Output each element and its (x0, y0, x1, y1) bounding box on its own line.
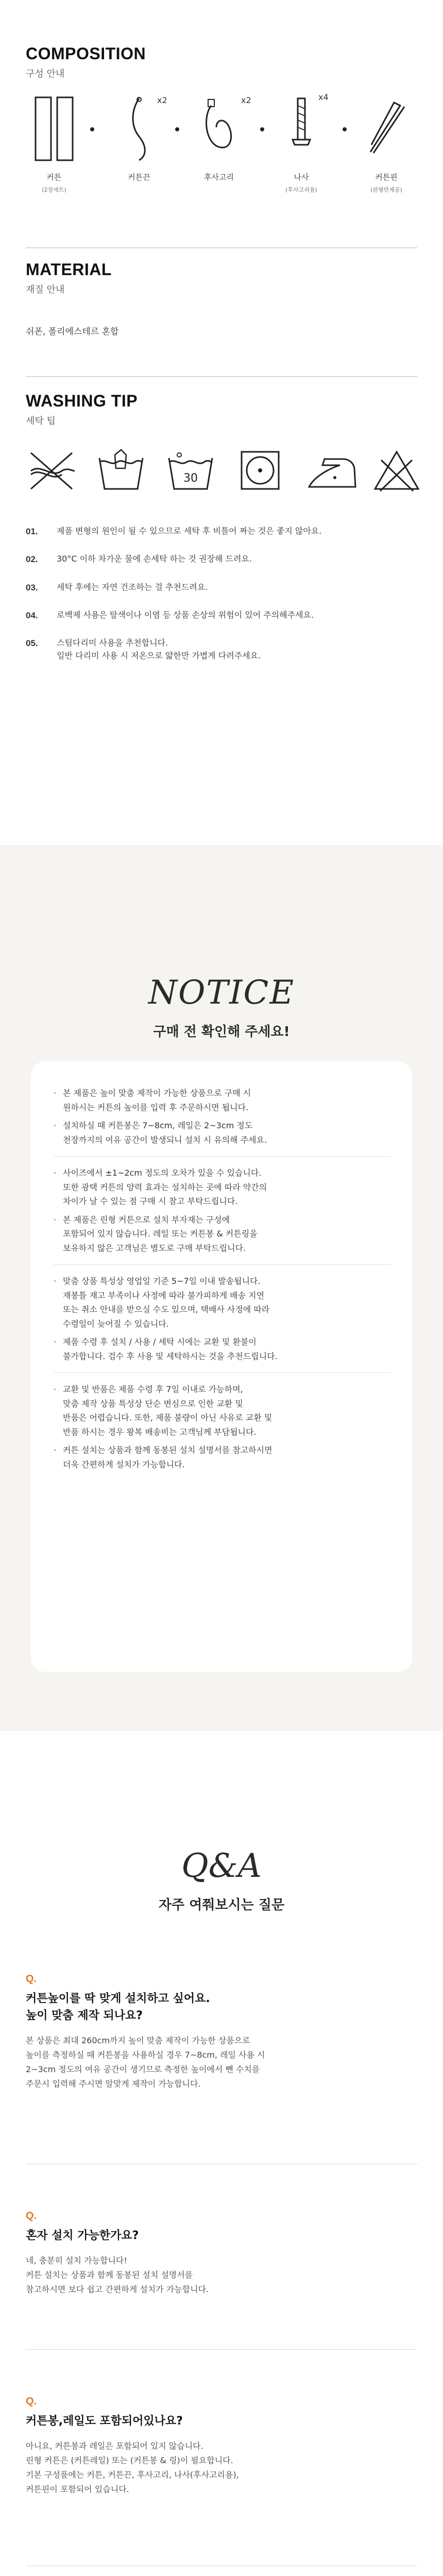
notice-group (54, 1086, 391, 1147)
notice-item: · 교환 및 반품은 제품 수령 후 7일 이내로 가능하며, 맞춤 제작 상품 특성상 단순 변심으로 인한 교환 및 반품은 어렵습니다. 또한, 제품 불량이 아닌 사유로 교환 및 반품 하시는 경우 왕복 배송비는 고객님께 부담됩니다. (54, 1382, 391, 1439)
plus-dot (175, 127, 179, 131)
washing-tip (26, 637, 417, 663)
qna-item (26, 2210, 417, 2297)
notice-divider (54, 1264, 391, 1265)
washing-tip (26, 525, 417, 538)
low-iron-icon (304, 448, 361, 494)
material-title: MATERIAL (26, 260, 112, 279)
washing-section (26, 392, 417, 677)
notice-text: 커튼 설치는 상품과 함께 동봉된 설치 설명서를 참고하시면 더욱 간편하게 설치가 가능합니다. (63, 1445, 272, 1469)
qna-item (26, 1973, 417, 2091)
composition-label: 커튼핀 (375, 173, 398, 182)
composition-label: 후사고리 (204, 173, 234, 182)
washing-tip-text: 30°C 이하 차가운 물에 손세탁 하는 것 권장해 드려요. (57, 554, 252, 564)
composition-items (26, 92, 417, 209)
no-wring-icon (26, 448, 77, 494)
qna-item (26, 2396, 417, 2497)
section-divider (26, 376, 417, 377)
composition-title: COMPOSITION (26, 44, 146, 63)
composition-item-hook (191, 95, 247, 182)
washing-icons (26, 448, 417, 504)
washing-tip-number: 05. (26, 638, 38, 649)
composition-item-pin (355, 95, 417, 194)
notice-item: · 본 제품은 린형 커튼으로 설치 부자재는 구성에 포함되어 있지 않습니다. 레일 또는 커튼봉 & 커튼링을 보유하지 않은 고객님은 별도로 구매 부탁드립니다. (54, 1213, 391, 1256)
washing-tip (26, 609, 417, 622)
composition-sublabel: (2장세트) (42, 187, 66, 193)
notice-title: NOTICE (148, 974, 295, 1012)
composition-qty: x2 (241, 95, 251, 105)
qna-q-marker: Q. (26, 2210, 37, 2222)
washing-title: WASHING TIP (26, 392, 138, 410)
composition-qty: x2 (157, 95, 167, 105)
qna-question: 커튼봉,레일도 포함되어있나요? (26, 2415, 183, 2428)
svg-text:30: 30 (183, 472, 198, 485)
composition-label: 커튼 (46, 173, 62, 182)
qna-answer: 네, 충분히 설치 가능합니다! 커튼 설치는 상품과 함께 동봉된 설치 설명서를 참고하시면 보다 쉽고 간편하게 설치가 가능합니다. (26, 2256, 209, 2294)
notice-item: · 본 제품은 높이 맞춤 제작이 가능한 상품으로 구매 시 원하시는 커튼의 높이를 입력 후 주문하시면 됩니다. (54, 1086, 391, 1114)
notice-text: 설치하실 때 커튼봉은 7~8cm, 레일은 2~3cm 정도 천장까지의 여유 공간이 발생되니 설치 시 유의해 주세요. (63, 1121, 267, 1145)
notice-item: · 사이즈에서 ±1~2cm 정도의 오차가 있을 수 있습니다. 또한 광택 커튼의 양력 효과는 설치하는 곳에 따라 약간의 차이가 날 수 있는 점 구매 시 참고 부탁드립니다. (54, 1166, 391, 1209)
qna-question: 커튼높이를 딱 맞게 설치하고 싶어요. 높이 맞춤 제작 되나요? (26, 1992, 210, 2022)
hand-wash-icon (95, 448, 147, 494)
composition-sublabel: (후사고리용) (285, 187, 317, 193)
washing-subtitle: 세탁 팁 (26, 416, 56, 427)
notice-text: 본 제품은 높이 맞춤 제작이 가능한 상품으로 구매 시 원하시는 커튼의 높이를 입력 후 주문하시면 됩니다. (63, 1088, 251, 1112)
composition-item-screw (273, 95, 330, 194)
composition-section (26, 44, 417, 209)
qna-q-marker: Q. (26, 1973, 37, 1985)
notice-group (54, 1274, 391, 1363)
composition-qty: x4 (318, 92, 329, 102)
qna-title: Q&A (181, 1847, 262, 1885)
composition-item-curtain (26, 95, 82, 194)
qna-q-marker: Q. (26, 2396, 37, 2407)
qna-subtitle: 자주 여쭤보시는 질문 (158, 1897, 285, 1913)
qna-divider (26, 2349, 417, 2350)
notice-group (54, 1166, 391, 1255)
notice-text: 본 제품은 린형 커튼으로 설치 부자재는 구성에 포함되어 있지 않습니다. 레일 또는 커튼봉 & 커튼링을 보유하지 않은 고객님은 별도로 구매 부탁드립니다. (63, 1214, 258, 1253)
screw-icon (288, 95, 314, 162)
notice-divider (54, 1372, 391, 1373)
washing-tip-text: 제품 변형의 원인이 될 수 있으므로 세탁 후 비틀어 짜는 것은 좋지 않아요. (57, 526, 322, 536)
composition-label: 커튼끈 (128, 173, 150, 182)
notice-item: · 맞춤 상품 특성상 영업일 기준 5~7일 이내 발송됩니다. 재봉틀 재고 부족이나 사정에 따라 불가피하게 배송 지연 또는 취소 안내를 받으실 수도 있으며, 택배사 사정에 따라 수령일이 늦어질 수 있습니다. (54, 1274, 391, 1331)
washing-tip (26, 581, 417, 595)
notice-item: · 커튼 설치는 상품과 함께 동봉된 설치 설명서를 참고하시면 더욱 간편하게 설치가 가능합니다. (54, 1443, 391, 1471)
qna-answer: 본 상품은 최대 260cm까지 높이 맞춤 제작이 가능한 상품으로 높이를 측정하실 때 커튼봉을 사용하실 경우 7~8cm, 레일 사용 시 2~3cm 정도의 여유 공간이 생기므로 측정한 높이에서 뺀 수치를 주문시 입력해 주시면 알맞게 제작이 가능합니다. (26, 2036, 265, 2089)
washing-tip-number: 04. (26, 611, 38, 621)
composition-label: 나사 (294, 173, 309, 182)
plus-dot (260, 127, 264, 131)
notice-text: 교환 및 반품은 제품 수령 후 7일 이내로 가능하며, 맞춤 제작 상품 특성상 단순 변심으로 인한 교환 및 반품은 어렵습니다. 또한, 제품 불량이 아닌 사유로 교환 및 반품 하시는 경우 왕복 배송비는 고객님께 부담됩니다. (63, 1384, 272, 1437)
notice-item: · 제품 수령 후 설치 / 사용 / 세탁 시에는 교환 및 환불이 불가합니다. 검수 후 사용 및 세탁하시는 것을 추천드립니다. (54, 1335, 391, 1363)
notice-card (31, 1061, 412, 1672)
material-section (26, 260, 417, 337)
composition-item-tie (111, 95, 167, 182)
washing-tip-text: 로백제 사용은 탈색이나 이염 등 상품 손상의 위험이 있어 주의해주세요. (57, 610, 314, 620)
curtain-tie-icon (124, 95, 155, 162)
composition-subtitle: 구성 안내 (26, 69, 65, 79)
hook-icon (201, 95, 237, 162)
plus-dot (343, 127, 347, 131)
notice-item: · 설치하실 때 커튼봉은 7~8cm, 레일은 2~3cm 정도 천장까지의 여유 공간이 발생되니 설치 시 유의해 주세요. (54, 1118, 391, 1147)
no-tumble-dry-icon (234, 448, 286, 494)
plus-dot (90, 127, 94, 131)
material-subtitle: 재질 안내 (26, 284, 65, 295)
washing-tip-text: 스팀다리미 사용을 추천합니다. 일반 다리미 사용 시 저온으로 얇한만 가볍게 다려주세요. (57, 638, 261, 661)
section-divider (26, 247, 417, 248)
washing-tip-text: 세탁 후에는 자연 건조하는 걸 추천드려요. (57, 582, 208, 592)
washing-tip-number: 02. (26, 554, 38, 565)
notice-divider (54, 1156, 391, 1157)
material-text: 쉬폰, 폴리에스테르 혼합 (26, 327, 119, 337)
water-30-icon (165, 448, 216, 494)
notice-text: 사이즈에서 ±1~2cm 정도의 오차가 있을 수 있습니다. 또한 광택 커튼의 양력 효과는 설치하는 곳에 따라 약간의 차이가 날 수 있는 점 구매 시 참고 부탁드립니다. (63, 1168, 267, 1207)
washing-tip-number: 03. (26, 582, 38, 592)
qna-question: 혼자 설치 가능한가요? (26, 2229, 139, 2242)
washing-tip-list (26, 525, 417, 663)
composition-sublabel: (판형만제공) (370, 187, 402, 193)
notice-text: 맞춤 상품 특성상 영업일 기준 5~7일 이내 발송됩니다. 재봉틀 재고 부족이나 사정에 따라 불가피하게 배송 지연 또는 취소 안내를 받으실 수도 있으며, 택배사 사정에 따라 수령일이 늦어질 수 있습니다. (63, 1276, 270, 1329)
curtain-pin-icon (363, 95, 410, 162)
notice-subtitle: 구매 전 확인해 주세요! (153, 1024, 290, 1040)
washing-tip-number: 01. (26, 527, 38, 536)
notice-text: 제품 수령 후 설치 / 사용 / 세탁 시에는 교환 및 환불이 불가합니다. 검수 후 사용 및 세탁하시는 것을 추천드립니다. (63, 1337, 278, 1361)
washing-tip (26, 553, 417, 566)
no-bleach-icon (371, 448, 422, 494)
notice-group (54, 1382, 391, 1471)
curtain-icon (33, 95, 75, 162)
qna-answer: 아니요, 커튼봉과 레일은 포함되어 있지 않습니다. 린형 커튼은 (커튼레일) 또는 (커튼봉 & 링)이 필요합니다. 기본 구성품에는 커튼, 커튼끈, 후사고리, 나사(후사고리용), 커튼핀이 포함되어 있습니다. (26, 2441, 239, 2494)
